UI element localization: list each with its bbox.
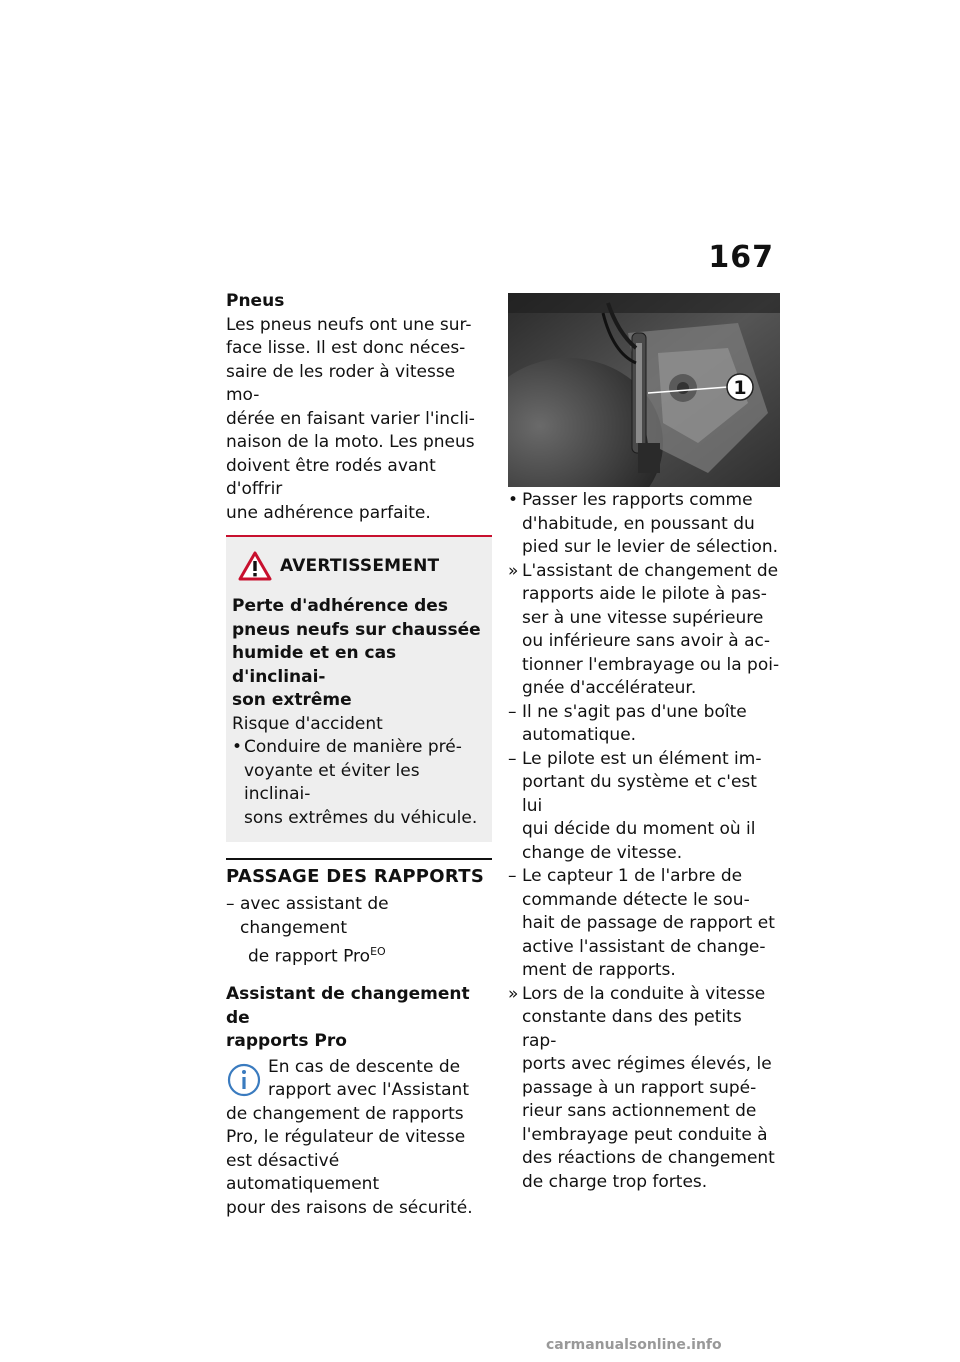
list-line: qui décide du moment où il [522, 819, 756, 839]
warning-heading-line: humide et en cas d'inclinai- [232, 643, 397, 687]
list-line: des réactions de changement [522, 1148, 775, 1168]
list-marker: – [508, 866, 517, 886]
subheading [226, 983, 492, 1054]
list-line: rapports aide le pilote à pas- [522, 584, 767, 604]
list-line: ports avec régimes élevés, le [522, 1054, 772, 1074]
info-line: Pro, le régulateur de vitesse [226, 1127, 466, 1148]
list-line: l'embrayage peut conduite à [522, 1124, 768, 1145]
watermark: carmanualsonline.info [546, 1337, 722, 1353]
list-marker: » [508, 560, 519, 581]
list-line: ment de rapports. [522, 960, 676, 980]
warning-bullet [232, 736, 486, 830]
equipment-line: avec assistant de changement [240, 894, 389, 938]
list-line: rieur sans actionnement de [522, 1101, 757, 1121]
section-title: PASSAGE DES RAPPORTS [226, 858, 492, 887]
warning-bullet-line: sons extrêmes du véhicule. [244, 807, 478, 828]
list-line: commande détecte le sou- [522, 889, 750, 910]
info-line: pour des raisons de sécurité. [226, 1197, 473, 1218]
info-line: de changement de rapports [226, 1103, 464, 1124]
left-column [226, 290, 492, 1220]
list-marker: • [508, 490, 519, 510]
tires-line: dérée en faisant varier l'incli- [226, 408, 475, 429]
tires-paragraph [226, 314, 492, 526]
right-list [508, 489, 780, 1194]
warning-bullet-line: voyante et éviter les inclinai- [244, 760, 420, 804]
equipment-note [226, 893, 492, 969]
bullet-marker: • [232, 737, 243, 757]
tires-line: une adhérence parfaite. [226, 502, 431, 523]
list-item [508, 489, 780, 560]
list-line: Passer les rapports comme [522, 490, 753, 510]
warning-bullet-line: Conduire de manière pré- [244, 737, 462, 757]
list-item [508, 983, 780, 1195]
list-marker: – [508, 748, 517, 769]
list-line: gnée d'accélérateur. [522, 678, 697, 698]
list-item [508, 865, 780, 983]
list-line: ou inférieure sans avoir à ac- [522, 631, 770, 651]
list-item [508, 560, 780, 701]
list-line: pied sur le levier de sélection. [522, 537, 779, 557]
equipment-superscript: EO [370, 945, 386, 958]
list-line: active l'assistant de change- [522, 936, 766, 957]
tires-line: saire de les roder à vitesse mo- [226, 361, 456, 405]
list-line: tionner l'embrayage ou la poi- [522, 654, 780, 675]
info-line: rapport avec l'Assistant [268, 1080, 469, 1101]
warning-heading-line: Perte d'adhérence des [232, 596, 448, 616]
list-line: hait de passage de rapport et [522, 913, 775, 933]
warning-header [232, 551, 486, 581]
warning-title: AVERTISSEMENT [280, 556, 440, 576]
info-line: est désactivé automatiquement [226, 1150, 380, 1195]
subheading-line: rapports Pro [226, 1031, 347, 1052]
warning-risk: Risque d'accident [232, 713, 383, 734]
tires-line: Les pneus neufs ont une sur- [226, 314, 472, 335]
info-note [226, 1056, 492, 1221]
list-line: Il ne s'agit pas d'une boîte [522, 701, 747, 722]
list-line: portant du système et c'est lui [522, 772, 757, 816]
warning-heading-line: son extrême [232, 690, 352, 710]
list-line: L'assistant de changement de [522, 560, 779, 581]
list-line: de charge trop fortes. [522, 1171, 708, 1192]
list-marker: – [508, 701, 517, 722]
list-item [508, 748, 780, 866]
list-item [508, 701, 780, 748]
tires-line: naison de la moto. Les pneus [226, 432, 475, 452]
tires-heading: Pneus [226, 291, 285, 311]
list-line: change de vitesse. [522, 842, 683, 863]
warning-triangle-icon [238, 551, 272, 581]
engine-illustration [508, 293, 780, 487]
list-line: constante dans des petits rap- [522, 1007, 742, 1051]
page-number: 167 [708, 240, 774, 275]
warning-heading [232, 595, 486, 713]
dash-marker: – [226, 894, 235, 914]
photo-callout-1: 1 [733, 377, 747, 399]
right-column [508, 293, 780, 1194]
list-line: Le capteur 1 de l'arbre de [522, 866, 743, 886]
tires-line: doivent être rodés avant d'offrir [226, 455, 436, 499]
list-line: automatique. [522, 725, 637, 745]
warning-box [226, 535, 492, 842]
warning-heading-line: pneus neufs sur chaussée [232, 619, 481, 640]
info-icon [226, 1060, 262, 1100]
list-marker: » [508, 983, 519, 1004]
list-line: ser à une vitesse supérieure [522, 607, 764, 628]
equipment-line: de rapport Pro [248, 946, 371, 967]
list-line: Le pilote est un élément im- [522, 748, 762, 769]
list-line: passage à un rapport supé- [522, 1077, 757, 1098]
tires-line: face lisse. Il est donc néces- [226, 338, 466, 358]
gearshift-sensor-photo [508, 293, 780, 487]
info-line: En cas de descente de [268, 1056, 461, 1077]
list-line: d'habitude, en poussant du [522, 513, 755, 534]
subheading-line: Assistant de changement de [226, 984, 470, 1028]
list-line: Lors de la conduite à vitesse [522, 983, 766, 1004]
